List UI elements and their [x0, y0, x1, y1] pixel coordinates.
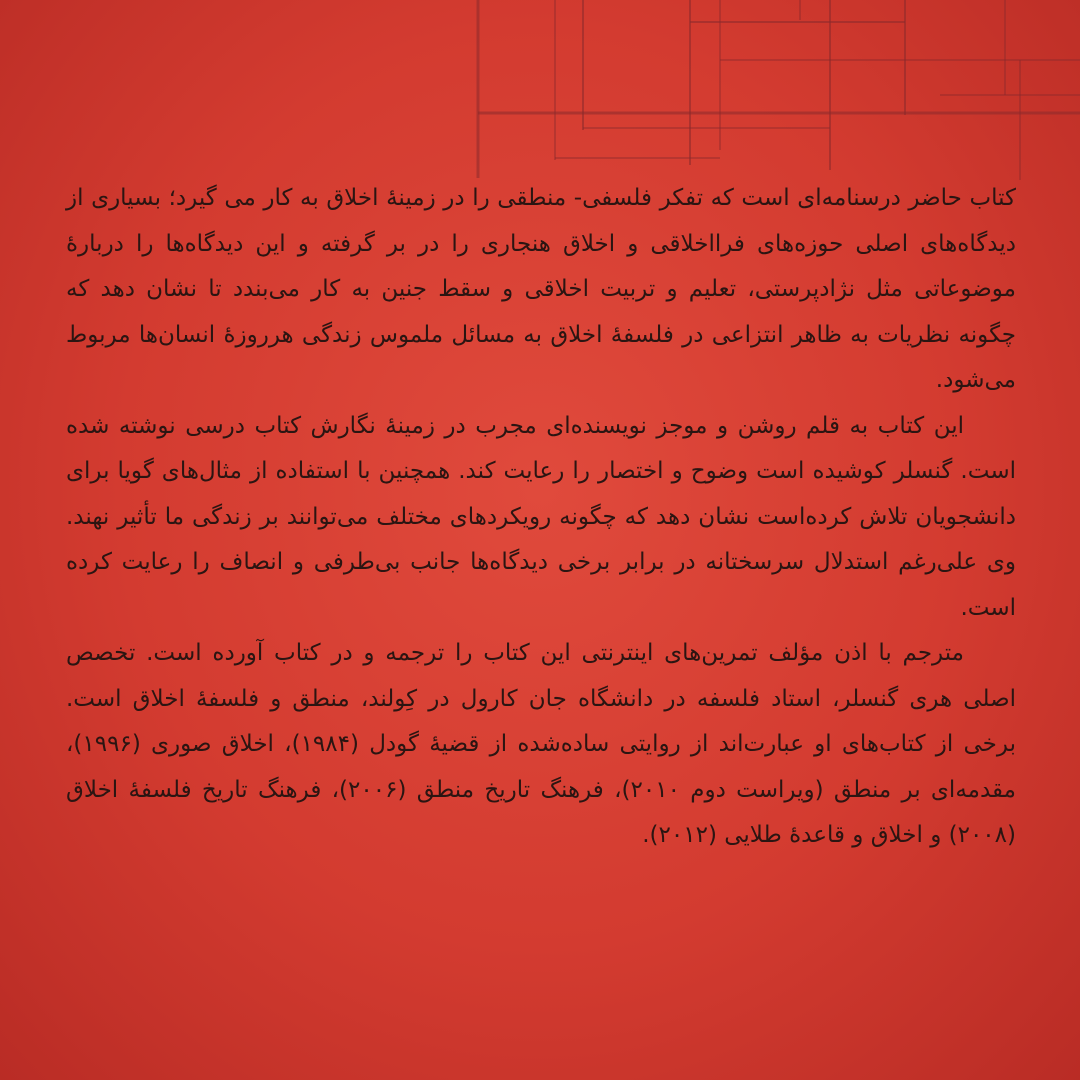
blurb-paragraph-3: مترجم با اذن مؤلف تمرین‌های اینترنتی این کتاب را ترجمه و در کتاب آورده است. تخصص اصلی هری گنسلر، استاد فلسفه در دانشگاه جان کارول در کِولند، منطق و فلسفهٔ اخلاق است. برخی از کتاب‌های او عبارت‌اند از روایتی ساده‌شده از قضیهٔ گودل (۱۹۸۴)، اخلاق صوری (۱۹۹۶)، مقدمه‌ای بر منطق (ویراست دوم ۲۰۱۰)، فرهنگ تاریخ منطق (۲۰۰۶)، فرهنگ تاریخ فلسفهٔ اخلاق (۲۰۰۸) و اخلاق و قاعدهٔ طلایی (۲۰۱۲). — [66, 640, 1016, 848]
blurb-paragraph-1: کتاب حاضر درسنامه‌ای است که تفکر فلسفی- منطقی را در زمینهٔ اخلاق به کار می گیرد؛ بسیاری از دیدگاه‌های اصلی حوزه‌های فرااخلاقی و اخلاق هنجاری را در بر گرفته و این دیدگاه‌ها را دربارهٔ موضوعاتی مثل نژادپرستی، تعلیم و تربیت اخلاقی و سقط جنین به کار می‌بندد تا نشان دهد که چگونه نظریات به ظاهر انتزاعی در فلسفهٔ اخلاق به مسائل ملموس زندگی هرروزهٔ انسان‌ها مربوط می‌شود. — [66, 185, 1016, 393]
back-cover-blurb — [66, 176, 1016, 859]
blurb-paragraph-2: این کتاب به قلم روشن و موجز نویسنده‌ای مجرب در زمینهٔ نگارش کتاب درسی نوشته شده است. گنسلر کوشیده است وضوح و اختصار را رعایت کند. همچنین با استفاده از مثال‌های گویا برای دانشجویان تلاش کرده‌است نشان دهد که چگونه رویکردهای مختلف می‌توانند بر زندگی ما تأثیر نهند. وی علی‌رغم استدلال سرسختانه در برابر برخی دیدگاه‌ها جانب بی‌طرفی و انصاف را رعایت کرده است. — [66, 412, 1016, 621]
decorative-grid-lines — [0, 0, 1080, 180]
